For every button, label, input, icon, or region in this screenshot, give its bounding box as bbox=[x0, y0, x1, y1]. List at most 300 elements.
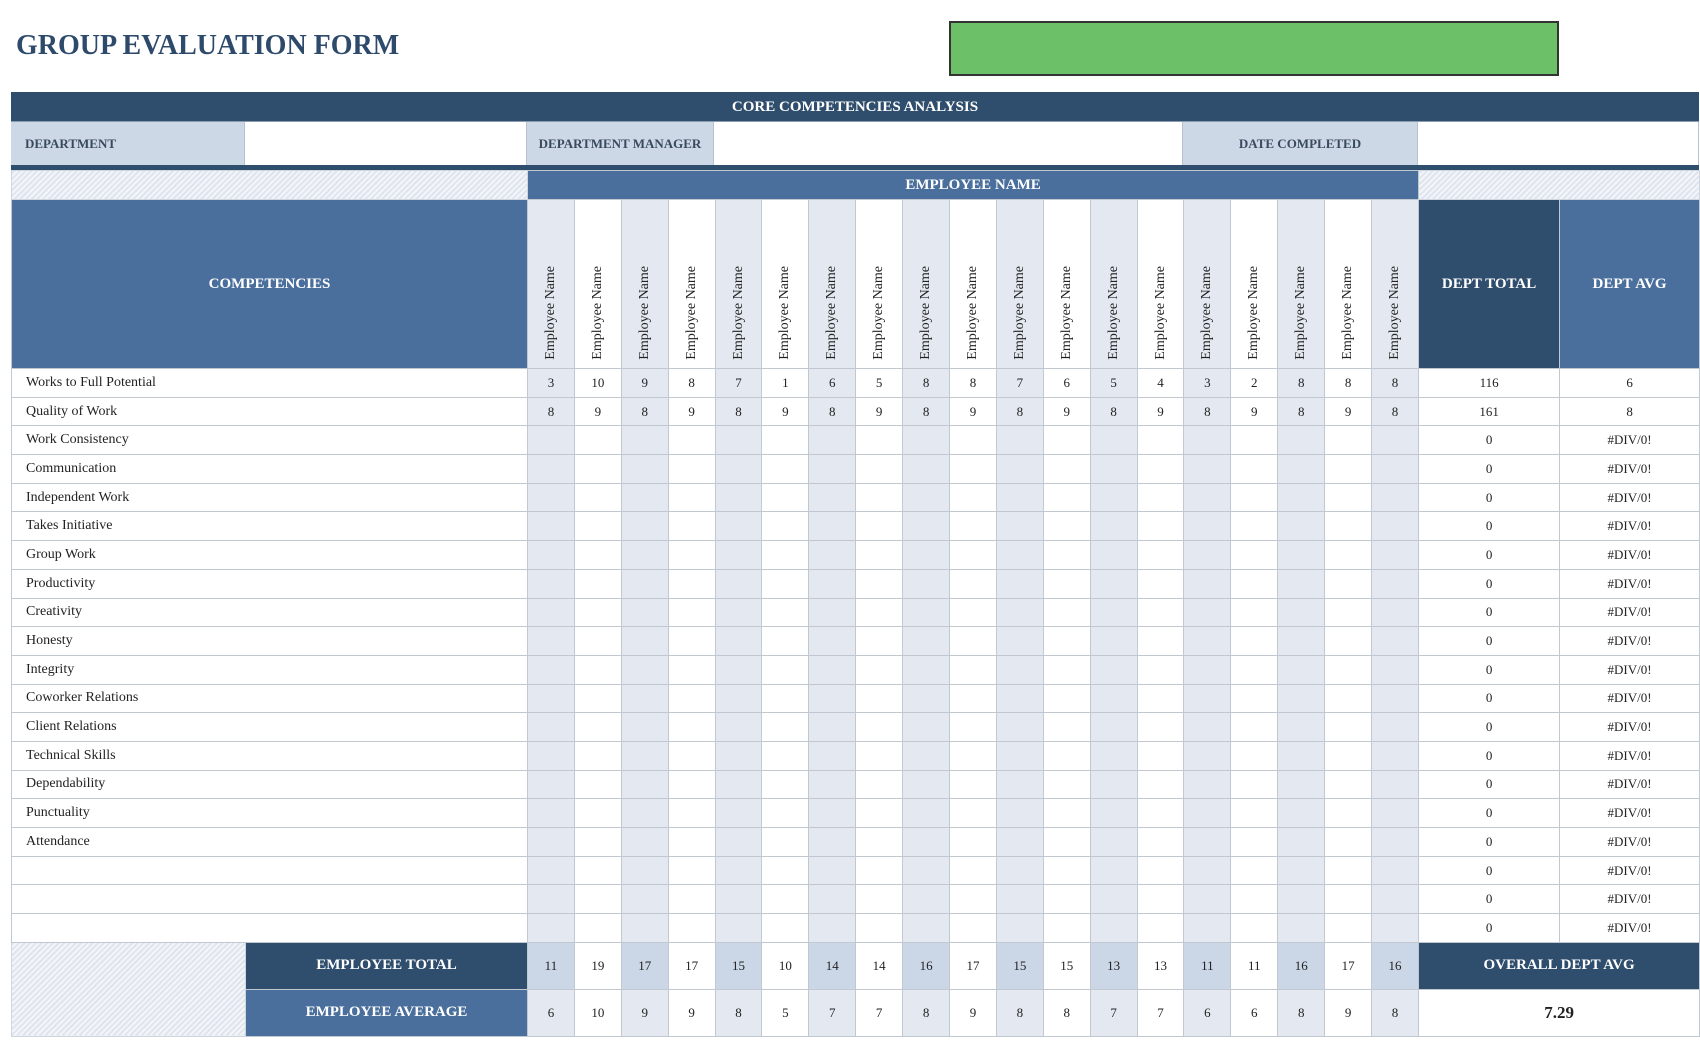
score-cell[interactable] bbox=[1278, 541, 1325, 570]
score-cell[interactable] bbox=[950, 512, 997, 541]
score-cell[interactable] bbox=[715, 569, 762, 598]
score-cell[interactable] bbox=[715, 541, 762, 570]
score-cell[interactable] bbox=[996, 741, 1043, 770]
score-cell[interactable] bbox=[715, 713, 762, 742]
score-cell[interactable] bbox=[1137, 541, 1184, 570]
score-cell[interactable] bbox=[574, 627, 621, 656]
score-cell[interactable]: 8 bbox=[1372, 397, 1419, 426]
score-cell[interactable] bbox=[1325, 885, 1372, 914]
score-cell[interactable] bbox=[574, 426, 621, 455]
score-cell[interactable] bbox=[856, 770, 903, 799]
score-cell[interactable] bbox=[856, 483, 903, 512]
score-cell[interactable] bbox=[1090, 455, 1137, 484]
score-cell[interactable] bbox=[762, 684, 809, 713]
score-cell[interactable] bbox=[1231, 541, 1278, 570]
score-cell[interactable] bbox=[1231, 455, 1278, 484]
score-cell[interactable] bbox=[715, 512, 762, 541]
score-cell[interactable] bbox=[762, 426, 809, 455]
score-cell[interactable] bbox=[1325, 598, 1372, 627]
score-cell[interactable] bbox=[809, 914, 856, 943]
score-cell[interactable] bbox=[856, 828, 903, 857]
score-cell[interactable] bbox=[996, 684, 1043, 713]
employee-name-header-cell[interactable] bbox=[1090, 200, 1137, 369]
score-cell[interactable] bbox=[668, 828, 715, 857]
score-cell[interactable] bbox=[1090, 914, 1137, 943]
score-cell[interactable] bbox=[903, 799, 950, 828]
score-cell[interactable] bbox=[1043, 828, 1090, 857]
score-cell[interactable] bbox=[1278, 713, 1325, 742]
score-cell[interactable] bbox=[715, 655, 762, 684]
score-cell[interactable] bbox=[903, 655, 950, 684]
score-cell[interactable] bbox=[668, 856, 715, 885]
score-cell[interactable]: 9 bbox=[1137, 397, 1184, 426]
score-cell[interactable] bbox=[668, 627, 715, 656]
score-cell[interactable] bbox=[856, 713, 903, 742]
score-cell[interactable] bbox=[1325, 713, 1372, 742]
score-cell[interactable] bbox=[762, 655, 809, 684]
score-cell[interactable] bbox=[1231, 598, 1278, 627]
score-cell[interactable] bbox=[809, 856, 856, 885]
score-cell[interactable] bbox=[809, 569, 856, 598]
score-cell[interactable]: 8 bbox=[996, 397, 1043, 426]
score-cell[interactable] bbox=[1090, 828, 1137, 857]
score-cell[interactable] bbox=[1090, 627, 1137, 656]
manager-field[interactable] bbox=[714, 122, 1183, 165]
score-cell[interactable] bbox=[1231, 627, 1278, 656]
score-cell[interactable] bbox=[1325, 455, 1372, 484]
score-cell[interactable] bbox=[996, 483, 1043, 512]
employee-name-header-cell[interactable] bbox=[528, 200, 575, 369]
score-cell[interactable]: 8 bbox=[1184, 397, 1231, 426]
score-cell[interactable]: 2 bbox=[1231, 369, 1278, 398]
score-cell[interactable] bbox=[1372, 426, 1419, 455]
employee-name-header-cell[interactable] bbox=[1137, 200, 1184, 369]
score-cell[interactable] bbox=[1043, 684, 1090, 713]
score-cell[interactable] bbox=[574, 598, 621, 627]
score-cell[interactable] bbox=[1090, 713, 1137, 742]
score-cell[interactable] bbox=[950, 598, 997, 627]
score-cell[interactable] bbox=[1278, 655, 1325, 684]
score-cell[interactable]: 8 bbox=[1278, 397, 1325, 426]
score-cell[interactable] bbox=[809, 885, 856, 914]
score-cell[interactable] bbox=[1184, 856, 1231, 885]
employee-name-header-cell[interactable] bbox=[668, 200, 715, 369]
score-cell[interactable] bbox=[1231, 569, 1278, 598]
score-cell[interactable] bbox=[950, 885, 997, 914]
score-cell[interactable]: 8 bbox=[903, 369, 950, 398]
score-cell[interactable] bbox=[621, 713, 668, 742]
score-cell[interactable] bbox=[1372, 512, 1419, 541]
score-cell[interactable] bbox=[1231, 713, 1278, 742]
score-cell[interactable] bbox=[1137, 914, 1184, 943]
score-cell[interactable]: 4 bbox=[1137, 369, 1184, 398]
score-cell[interactable] bbox=[528, 770, 575, 799]
score-cell[interactable]: 8 bbox=[809, 397, 856, 426]
score-cell[interactable] bbox=[668, 426, 715, 455]
department-field[interactable] bbox=[245, 122, 527, 165]
score-cell[interactable] bbox=[1278, 828, 1325, 857]
score-cell[interactable] bbox=[668, 684, 715, 713]
score-cell[interactable] bbox=[996, 914, 1043, 943]
score-cell[interactable] bbox=[1043, 483, 1090, 512]
score-cell[interactable]: 6 bbox=[1043, 369, 1090, 398]
score-cell[interactable] bbox=[903, 512, 950, 541]
score-cell[interactable] bbox=[1325, 914, 1372, 943]
score-cell[interactable] bbox=[762, 856, 809, 885]
score-cell[interactable] bbox=[715, 741, 762, 770]
score-cell[interactable] bbox=[668, 455, 715, 484]
score-cell[interactable] bbox=[574, 914, 621, 943]
score-cell[interactable] bbox=[1090, 799, 1137, 828]
employee-name-header-cell[interactable] bbox=[856, 200, 903, 369]
score-cell[interactable] bbox=[668, 885, 715, 914]
score-cell[interactable] bbox=[1278, 627, 1325, 656]
score-cell[interactable] bbox=[950, 569, 997, 598]
score-cell[interactable] bbox=[1043, 914, 1090, 943]
score-cell[interactable] bbox=[996, 627, 1043, 656]
score-cell[interactable] bbox=[1325, 426, 1372, 455]
score-cell[interactable]: 3 bbox=[528, 369, 575, 398]
score-cell[interactable] bbox=[1372, 598, 1419, 627]
score-cell[interactable] bbox=[762, 713, 809, 742]
score-cell[interactable] bbox=[1231, 828, 1278, 857]
score-cell[interactable] bbox=[809, 655, 856, 684]
score-cell[interactable] bbox=[1325, 627, 1372, 656]
score-cell[interactable] bbox=[1090, 541, 1137, 570]
score-cell[interactable] bbox=[574, 455, 621, 484]
score-cell[interactable] bbox=[809, 541, 856, 570]
score-cell[interactable] bbox=[1372, 541, 1419, 570]
score-cell[interactable] bbox=[1184, 885, 1231, 914]
score-cell[interactable] bbox=[1137, 455, 1184, 484]
score-cell[interactable] bbox=[1325, 569, 1372, 598]
score-cell[interactable] bbox=[1137, 598, 1184, 627]
score-cell[interactable] bbox=[1278, 914, 1325, 943]
score-cell[interactable] bbox=[856, 627, 903, 656]
score-cell[interactable] bbox=[856, 426, 903, 455]
score-cell[interactable] bbox=[996, 828, 1043, 857]
score-cell[interactable] bbox=[574, 655, 621, 684]
score-cell[interactable] bbox=[950, 799, 997, 828]
score-cell[interactable] bbox=[903, 713, 950, 742]
score-cell[interactable] bbox=[903, 885, 950, 914]
score-cell[interactable] bbox=[1184, 741, 1231, 770]
score-cell[interactable] bbox=[715, 914, 762, 943]
score-cell[interactable] bbox=[668, 569, 715, 598]
score-cell[interactable] bbox=[1137, 684, 1184, 713]
score-cell[interactable] bbox=[1372, 684, 1419, 713]
score-cell[interactable] bbox=[668, 713, 715, 742]
score-cell[interactable] bbox=[809, 828, 856, 857]
score-cell[interactable] bbox=[1278, 512, 1325, 541]
score-cell[interactable] bbox=[1090, 426, 1137, 455]
score-cell[interactable] bbox=[1278, 455, 1325, 484]
score-cell[interactable] bbox=[1231, 799, 1278, 828]
score-cell[interactable] bbox=[996, 799, 1043, 828]
score-cell[interactable] bbox=[668, 598, 715, 627]
score-cell[interactable] bbox=[1278, 856, 1325, 885]
score-cell[interactable] bbox=[1184, 455, 1231, 484]
score-cell[interactable] bbox=[950, 655, 997, 684]
score-cell[interactable] bbox=[621, 914, 668, 943]
score-cell[interactable] bbox=[574, 856, 621, 885]
score-cell[interactable] bbox=[903, 684, 950, 713]
score-cell[interactable] bbox=[1137, 713, 1184, 742]
score-cell[interactable] bbox=[668, 770, 715, 799]
score-cell[interactable] bbox=[762, 741, 809, 770]
score-cell[interactable] bbox=[903, 455, 950, 484]
score-cell[interactable] bbox=[1278, 426, 1325, 455]
score-cell[interactable] bbox=[528, 569, 575, 598]
score-cell[interactable] bbox=[1184, 627, 1231, 656]
score-cell[interactable]: 8 bbox=[950, 369, 997, 398]
score-cell[interactable] bbox=[1137, 741, 1184, 770]
score-cell[interactable] bbox=[1184, 799, 1231, 828]
score-cell[interactable] bbox=[1184, 569, 1231, 598]
score-cell[interactable] bbox=[1043, 569, 1090, 598]
score-cell[interactable] bbox=[856, 455, 903, 484]
score-cell[interactable] bbox=[1325, 684, 1372, 713]
score-cell[interactable] bbox=[1090, 856, 1137, 885]
score-cell[interactable] bbox=[1090, 512, 1137, 541]
score-cell[interactable] bbox=[1372, 770, 1419, 799]
score-cell[interactable] bbox=[856, 655, 903, 684]
score-cell[interactable] bbox=[1278, 741, 1325, 770]
score-cell[interactable] bbox=[1137, 770, 1184, 799]
score-cell[interactable] bbox=[715, 885, 762, 914]
score-cell[interactable] bbox=[903, 569, 950, 598]
score-cell[interactable] bbox=[1137, 828, 1184, 857]
score-cell[interactable] bbox=[574, 770, 621, 799]
score-cell[interactable] bbox=[621, 512, 668, 541]
score-cell[interactable] bbox=[950, 426, 997, 455]
score-cell[interactable] bbox=[996, 885, 1043, 914]
score-cell[interactable] bbox=[1278, 598, 1325, 627]
score-cell[interactable] bbox=[856, 569, 903, 598]
score-cell[interactable] bbox=[1372, 856, 1419, 885]
score-cell[interactable] bbox=[528, 828, 575, 857]
score-cell[interactable]: 10 bbox=[574, 369, 621, 398]
score-cell[interactable] bbox=[668, 541, 715, 570]
score-cell[interactable] bbox=[574, 512, 621, 541]
score-cell[interactable]: 8 bbox=[715, 397, 762, 426]
score-cell[interactable] bbox=[809, 455, 856, 484]
score-cell[interactable] bbox=[1231, 770, 1278, 799]
score-cell[interactable] bbox=[574, 483, 621, 512]
score-cell[interactable]: 8 bbox=[1372, 369, 1419, 398]
score-cell[interactable] bbox=[621, 483, 668, 512]
score-cell[interactable]: 8 bbox=[1325, 369, 1372, 398]
score-cell[interactable] bbox=[856, 885, 903, 914]
score-cell[interactable] bbox=[1325, 770, 1372, 799]
score-cell[interactable] bbox=[856, 914, 903, 943]
score-cell[interactable] bbox=[621, 684, 668, 713]
employee-name-header-cell[interactable] bbox=[809, 200, 856, 369]
score-cell[interactable] bbox=[621, 828, 668, 857]
score-cell[interactable] bbox=[856, 799, 903, 828]
score-cell[interactable] bbox=[621, 541, 668, 570]
score-cell[interactable] bbox=[1372, 741, 1419, 770]
score-cell[interactable] bbox=[950, 914, 997, 943]
score-cell[interactable] bbox=[1372, 914, 1419, 943]
score-cell[interactable] bbox=[1090, 483, 1137, 512]
score-cell[interactable] bbox=[809, 684, 856, 713]
score-cell[interactable] bbox=[621, 569, 668, 598]
score-cell[interactable] bbox=[996, 455, 1043, 484]
score-cell[interactable]: 9 bbox=[762, 397, 809, 426]
score-cell[interactable] bbox=[1325, 483, 1372, 512]
score-cell[interactable] bbox=[1325, 741, 1372, 770]
score-cell[interactable] bbox=[950, 627, 997, 656]
employee-name-header-cell[interactable] bbox=[1278, 200, 1325, 369]
score-cell[interactable] bbox=[715, 684, 762, 713]
score-cell[interactable] bbox=[1184, 512, 1231, 541]
score-cell[interactable] bbox=[1231, 426, 1278, 455]
score-cell[interactable] bbox=[1278, 684, 1325, 713]
score-cell[interactable]: 6 bbox=[809, 369, 856, 398]
score-cell[interactable] bbox=[996, 426, 1043, 455]
score-cell[interactable] bbox=[950, 856, 997, 885]
score-cell[interactable] bbox=[762, 885, 809, 914]
score-cell[interactable] bbox=[715, 598, 762, 627]
employee-name-header-cell[interactable] bbox=[1231, 200, 1278, 369]
score-cell[interactable] bbox=[762, 598, 809, 627]
score-cell[interactable] bbox=[668, 655, 715, 684]
score-cell[interactable] bbox=[1090, 598, 1137, 627]
score-cell[interactable] bbox=[996, 856, 1043, 885]
score-cell[interactable] bbox=[809, 741, 856, 770]
score-cell[interactable] bbox=[621, 655, 668, 684]
score-cell[interactable] bbox=[528, 598, 575, 627]
score-cell[interactable] bbox=[528, 512, 575, 541]
employee-name-header-cell[interactable] bbox=[1043, 200, 1090, 369]
score-cell[interactable] bbox=[996, 713, 1043, 742]
score-cell[interactable] bbox=[621, 426, 668, 455]
score-cell[interactable]: 9 bbox=[1231, 397, 1278, 426]
score-cell[interactable] bbox=[1043, 770, 1090, 799]
score-cell[interactable] bbox=[1372, 569, 1419, 598]
score-cell[interactable] bbox=[856, 598, 903, 627]
score-cell[interactable] bbox=[1231, 856, 1278, 885]
score-cell[interactable] bbox=[1325, 512, 1372, 541]
score-cell[interactable] bbox=[1184, 483, 1231, 512]
score-cell[interactable]: 5 bbox=[856, 369, 903, 398]
score-cell[interactable] bbox=[903, 426, 950, 455]
score-cell[interactable] bbox=[528, 799, 575, 828]
score-cell[interactable] bbox=[1137, 799, 1184, 828]
score-cell[interactable] bbox=[1043, 856, 1090, 885]
score-cell[interactable]: 8 bbox=[621, 397, 668, 426]
score-cell[interactable] bbox=[1325, 655, 1372, 684]
employee-name-header-cell[interactable] bbox=[574, 200, 621, 369]
score-cell[interactable] bbox=[1184, 655, 1231, 684]
score-cell[interactable] bbox=[1043, 541, 1090, 570]
score-cell[interactable] bbox=[1325, 856, 1372, 885]
score-cell[interactable] bbox=[621, 627, 668, 656]
score-cell[interactable] bbox=[1372, 713, 1419, 742]
employee-name-header-cell[interactable] bbox=[996, 200, 1043, 369]
score-cell[interactable] bbox=[809, 426, 856, 455]
score-cell[interactable] bbox=[574, 569, 621, 598]
score-cell[interactable] bbox=[621, 856, 668, 885]
score-cell[interactable] bbox=[856, 856, 903, 885]
score-cell[interactable] bbox=[809, 512, 856, 541]
score-cell[interactable] bbox=[1043, 512, 1090, 541]
score-cell[interactable]: 8 bbox=[668, 369, 715, 398]
score-cell[interactable] bbox=[528, 914, 575, 943]
score-cell[interactable] bbox=[1137, 627, 1184, 656]
score-cell[interactable] bbox=[762, 770, 809, 799]
score-cell[interactable] bbox=[1231, 655, 1278, 684]
score-cell[interactable] bbox=[762, 541, 809, 570]
score-cell[interactable] bbox=[1184, 541, 1231, 570]
score-cell[interactable] bbox=[996, 569, 1043, 598]
score-cell[interactable] bbox=[762, 569, 809, 598]
score-cell[interactable] bbox=[950, 684, 997, 713]
score-cell[interactable] bbox=[1372, 455, 1419, 484]
score-cell[interactable] bbox=[1090, 684, 1137, 713]
score-cell[interactable] bbox=[528, 885, 575, 914]
score-cell[interactable] bbox=[574, 799, 621, 828]
score-cell[interactable] bbox=[1043, 713, 1090, 742]
score-cell[interactable] bbox=[528, 627, 575, 656]
employee-name-header-cell[interactable] bbox=[715, 200, 762, 369]
employee-name-header-cell[interactable] bbox=[762, 200, 809, 369]
score-cell[interactable] bbox=[903, 598, 950, 627]
score-cell[interactable] bbox=[1278, 885, 1325, 914]
score-cell[interactable] bbox=[528, 741, 575, 770]
score-cell[interactable] bbox=[1090, 741, 1137, 770]
score-cell[interactable] bbox=[574, 713, 621, 742]
score-cell[interactable] bbox=[715, 828, 762, 857]
score-cell[interactable] bbox=[903, 828, 950, 857]
score-cell[interactable] bbox=[1043, 741, 1090, 770]
score-cell[interactable]: 9 bbox=[856, 397, 903, 426]
score-cell[interactable] bbox=[809, 627, 856, 656]
score-cell[interactable] bbox=[996, 770, 1043, 799]
score-cell[interactable] bbox=[1231, 512, 1278, 541]
score-cell[interactable] bbox=[1043, 455, 1090, 484]
score-cell[interactable] bbox=[574, 684, 621, 713]
score-cell[interactable] bbox=[996, 512, 1043, 541]
score-cell[interactable] bbox=[715, 856, 762, 885]
score-cell[interactable] bbox=[1043, 885, 1090, 914]
score-cell[interactable] bbox=[1137, 483, 1184, 512]
score-cell[interactable] bbox=[903, 856, 950, 885]
score-cell[interactable] bbox=[1278, 770, 1325, 799]
score-cell[interactable] bbox=[621, 598, 668, 627]
score-cell[interactable] bbox=[1043, 627, 1090, 656]
score-cell[interactable] bbox=[856, 541, 903, 570]
score-cell[interactable] bbox=[574, 828, 621, 857]
score-cell[interactable] bbox=[528, 455, 575, 484]
score-cell[interactable] bbox=[996, 598, 1043, 627]
score-cell[interactable] bbox=[809, 713, 856, 742]
score-cell[interactable] bbox=[528, 426, 575, 455]
score-cell[interactable] bbox=[1184, 713, 1231, 742]
date-field[interactable] bbox=[1418, 122, 1699, 165]
score-cell[interactable] bbox=[1325, 799, 1372, 828]
score-cell[interactable] bbox=[621, 885, 668, 914]
score-cell[interactable] bbox=[715, 627, 762, 656]
score-cell[interactable] bbox=[950, 828, 997, 857]
score-cell[interactable] bbox=[1184, 598, 1231, 627]
score-cell[interactable] bbox=[950, 455, 997, 484]
score-cell[interactable] bbox=[1231, 684, 1278, 713]
score-cell[interactable] bbox=[903, 770, 950, 799]
score-cell[interactable] bbox=[762, 627, 809, 656]
score-cell[interactable] bbox=[715, 455, 762, 484]
